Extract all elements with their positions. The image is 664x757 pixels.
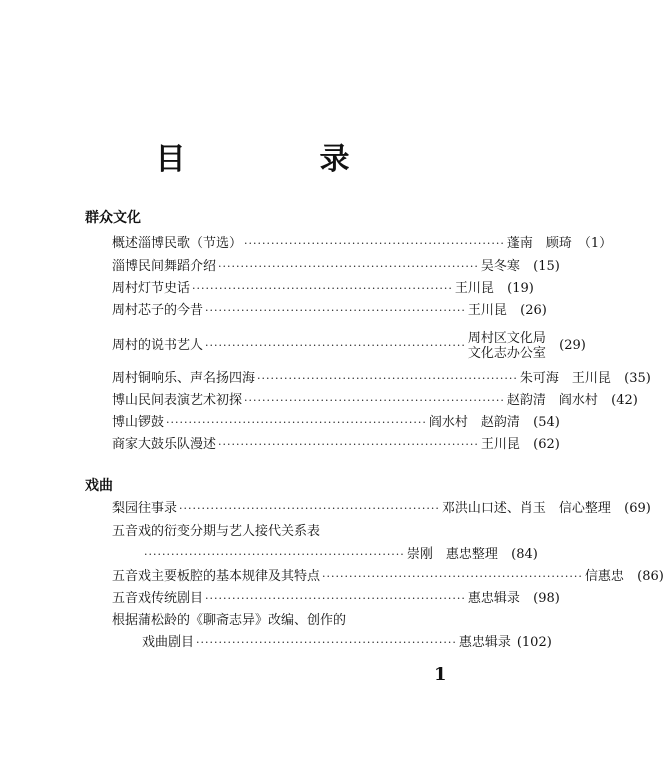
- entry-title: 周村芯子的今昔: [112, 303, 204, 318]
- entry-title: 周村灯节史话: [112, 281, 191, 296]
- leader-dots: ··························································: [205, 304, 466, 317]
- section-heading-mass-culture: 群众文化: [85, 210, 141, 226]
- toc-entry: [112, 413, 560, 433]
- entry-page: （1）: [577, 236, 613, 251]
- toc-entry: [112, 279, 534, 299]
- leader-dots: ··························································: [196, 636, 457, 649]
- entry-page: (15): [533, 259, 560, 274]
- entry-page: (86): [637, 569, 664, 584]
- leader-dots: ··························································: [218, 438, 479, 451]
- toc-entry: [112, 391, 638, 411]
- entry-page: (29): [559, 338, 586, 353]
- toc-entry: [112, 257, 560, 277]
- leader-dots: ··························································: [205, 339, 466, 352]
- toc-entry: [142, 545, 538, 565]
- leader-dots: ··························································: [205, 592, 466, 605]
- entry-author: 朱可海 王川昆: [519, 371, 611, 386]
- entry-page: (102): [516, 635, 552, 650]
- entry-page: (19): [507, 281, 534, 296]
- entry-title: 博山锣鼓: [112, 415, 165, 430]
- leader-dots: ··························································: [257, 372, 518, 385]
- leader-dots: ··························································: [179, 502, 440, 515]
- entry-author: 蓬南 顾琦: [506, 236, 572, 251]
- toc-entry: [112, 499, 651, 519]
- page-number: 1: [434, 664, 447, 685]
- entry-author: [468, 331, 546, 361]
- entry-page: (26): [520, 303, 547, 318]
- entry-title-line: 五音戏的衍变分期与艺人接代关系表: [112, 524, 321, 539]
- toc-entry: [112, 369, 651, 389]
- entry-page: (69): [624, 501, 651, 516]
- leader-dots: ··························································: [144, 548, 405, 561]
- entry-title: 梨园往事录: [112, 501, 178, 516]
- entry-author: 阎水村 赵韵清: [428, 415, 520, 430]
- leader-dots: ··························································: [192, 282, 453, 295]
- entry-page: (62): [533, 437, 560, 452]
- page-title: 目 录: [155, 142, 402, 177]
- entry-title: 周村的说书艺人: [112, 338, 204, 353]
- entry-author: 崇刚 惠忠整理: [406, 547, 498, 562]
- entry-title: 概述淄博民歌（节选）: [112, 236, 243, 251]
- entry-author: 王川昆: [467, 303, 507, 318]
- toc-entry: [112, 589, 560, 609]
- entry-page: (35): [624, 371, 651, 386]
- leader-dots: ··························································: [244, 237, 505, 250]
- leader-dots: ··························································: [166, 416, 427, 429]
- entry-title: 淄博民间舞蹈介绍: [112, 259, 217, 274]
- toc-entry: [112, 567, 664, 587]
- entry-author: 王川昆: [480, 437, 520, 452]
- entry-title: 五音戏传统剧目: [112, 591, 204, 606]
- toc-entry: [112, 435, 560, 455]
- section-heading-opera: 戏曲: [85, 478, 113, 494]
- entry-page: (84): [511, 547, 538, 562]
- toc-entry: [142, 633, 552, 653]
- entry-author-line1: 周村区文化局: [467, 331, 546, 346]
- leader-dots: ··························································: [244, 394, 505, 407]
- entry-title: 戏曲剧目: [142, 635, 195, 650]
- entry-author: 信惠忠: [584, 569, 624, 584]
- entry-title-line: 根据蒲松龄的《聊斋志异》改编、创作的: [112, 613, 347, 628]
- entry-author: 邓洪山口述、肖玉 信心整理: [441, 501, 611, 516]
- entry-title: 五音戏主要板腔的基本规律及其特点: [112, 569, 321, 584]
- entry-title: 博山民间表演艺术初探: [112, 393, 243, 408]
- entry-author-line2: 文化志办公室: [467, 346, 546, 361]
- entry-title: 商家大鼓乐队漫述: [112, 437, 217, 452]
- entry-page: (54): [533, 415, 560, 430]
- leader-dots: ··························································: [322, 570, 583, 583]
- toc-entry: [112, 329, 586, 363]
- entry-author: 惠忠辑录: [467, 591, 520, 606]
- entry-title: 周村铜响乐、声名扬四海: [112, 371, 256, 386]
- toc-entry: [112, 301, 547, 321]
- leader-dots: ··························································: [218, 260, 479, 273]
- entry-author: 惠忠辑录: [458, 635, 511, 650]
- entry-author: 王川昆: [454, 281, 494, 296]
- toc-entry: [112, 234, 613, 254]
- entry-author: 赵韵清 阎水村: [506, 393, 598, 408]
- entry-author: 吴冬寒: [480, 259, 520, 274]
- entry-page: (42): [611, 393, 638, 408]
- entry-page: (98): [533, 591, 560, 606]
